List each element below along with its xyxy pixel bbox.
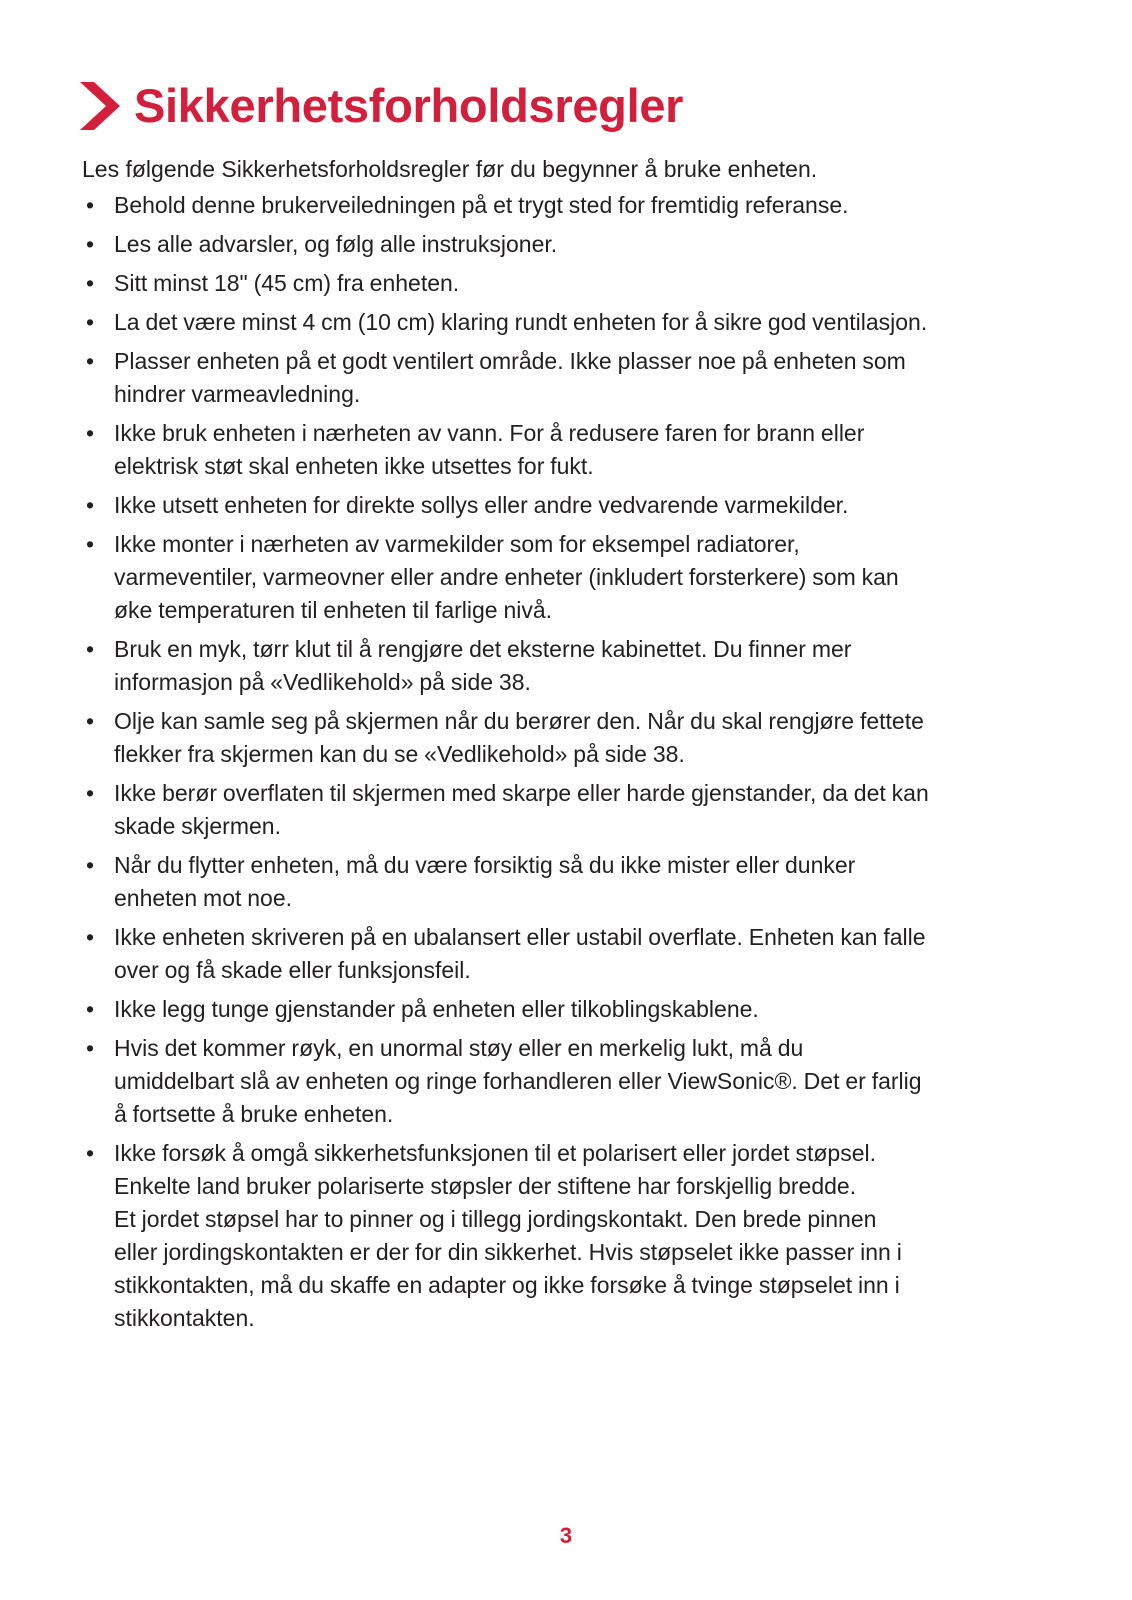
list-item <box>82 306 1042 339</box>
list-item-text: Sitt minst 18" (45 cm) fra enheten. <box>114 270 460 296</box>
list-item <box>82 1032 1042 1131</box>
list-item-text: Bruk en myk, tørr klut til å rengjøre det eksterne kabinettet. Du finner mer informasjon på «Vedlikehold» på side 38. <box>114 636 852 695</box>
bullet-marker: • <box>86 531 95 557</box>
list-item-text: Ikke enheten skriveren på en ubalansert eller ustabil overflate. Enheten kan falle over og få skade eller funksjonsfeil. <box>114 924 926 983</box>
list-item <box>82 1137 1042 1335</box>
bullet-marker: • <box>86 1035 95 1061</box>
list-item-text: Ikke utsett enheten for direkte sollys eller andre vedvarende varmekilder. <box>114 492 849 518</box>
list-item <box>82 777 1042 843</box>
bullet-marker: • <box>86 192 95 218</box>
list-item <box>82 528 1042 627</box>
list-item <box>82 633 1042 699</box>
bullet-marker: • <box>86 636 95 662</box>
list-item-text: Ikke legg tunge gjenstander på enheten eller tilkoblingskablene. <box>114 996 759 1022</box>
list-item <box>82 228 1042 261</box>
list-item <box>82 993 1042 1026</box>
list-item-text: Plasser enheten på et godt ventilert område. Ikke plasser noe på enheten som hindrer varmeavledning. <box>114 348 906 407</box>
page-number: 3 <box>559 1523 573 1548</box>
list-item-text: Når du flytter enheten, må du være forsiktig så du ikke mister eller dunker enheten mot noe. <box>114 852 856 911</box>
bullet-marker: • <box>86 420 95 446</box>
bullet-marker: • <box>86 708 95 734</box>
list-item-text: La det være minst 4 cm (10 cm) klaring rundt enheten for å sikre god ventilasjon. <box>114 309 928 335</box>
list-item-text: Ikke berør overflaten til skjermen med skarpe eller harde gjenstander, da det kan skade skjermen. <box>114 780 929 839</box>
page-title: Sikkerhetsforholdsregler <box>134 79 684 132</box>
list-item-text: Behold denne brukerveiledningen på et trygt sted for fremtidig referanse. <box>114 192 849 218</box>
bullet-marker: • <box>86 924 95 950</box>
chevron-right-icon <box>80 82 120 130</box>
list-item-text: Ikke forsøk å omgå sikkerhetsfunksjonen til et polarisert eller jordet støpsel. Enkelte land bruker polariserte støpsler der stiftene har forskjellig bredde. Et jordet støpsel har to pinner og i tillegg jordingskontakt. Den brede pinnen eller jordingskontakten er der for din sikkerhet. Hvis støpselet ikke passer inn i stikkontakten, må du skaffe en adapter og ikke forsøke å tvinge støpselet inn i stikkontakten. <box>114 1140 902 1331</box>
section-heading <box>80 78 683 134</box>
precautions-list <box>82 189 1042 1341</box>
bullet-marker: • <box>86 348 95 374</box>
list-item <box>82 849 1042 915</box>
bullet-marker: • <box>86 492 95 518</box>
bullet-marker: • <box>86 309 95 335</box>
list-item <box>82 417 1042 483</box>
list-item-text: Hvis det kommer røyk, en unormal støy eller en merkelig lukt, må du umiddelbart slå av enheten og ringe forhandleren eller ViewSonic®. Det er farlig å fortsette å bruke enheten. <box>114 1035 922 1127</box>
list-item-text: Ikke bruk enheten i nærheten av vann. For å redusere faren for brann eller elektrisk støt skal enheten ikke utsettes for fukt. <box>114 420 865 479</box>
bullet-marker: • <box>86 270 95 296</box>
bullet-marker: • <box>86 780 95 806</box>
list-item-text: Ikke monter i nærheten av varmekilder som for eksempel radiatorer, varmeventiler, varmeovner eller andre enheter (inkludert forsterkere) som kan øke temperaturen til enheten til farlige nivå. <box>114 531 899 623</box>
intro-paragraph: Les følgende Sikkerhetsforholdsregler før du begynner å bruke enheten. <box>82 156 818 182</box>
list-item-text: Olje kan samle seg på skjermen når du berører den. Når du skal rengjøre fettete flekker fra skjermen kan du se «Vedlikehold» på side 38. <box>114 708 924 767</box>
list-item <box>82 189 1042 222</box>
bullet-marker: • <box>86 1140 95 1166</box>
bullet-marker: • <box>86 231 95 257</box>
bullet-marker: • <box>86 996 95 1022</box>
list-item <box>82 345 1042 411</box>
list-item <box>82 489 1042 522</box>
bullet-marker: • <box>86 852 95 878</box>
list-item-text: Les alle advarsler, og følg alle instruksjoner. <box>114 231 558 257</box>
list-item <box>82 267 1042 300</box>
list-item <box>82 921 1042 987</box>
list-item <box>82 705 1042 771</box>
